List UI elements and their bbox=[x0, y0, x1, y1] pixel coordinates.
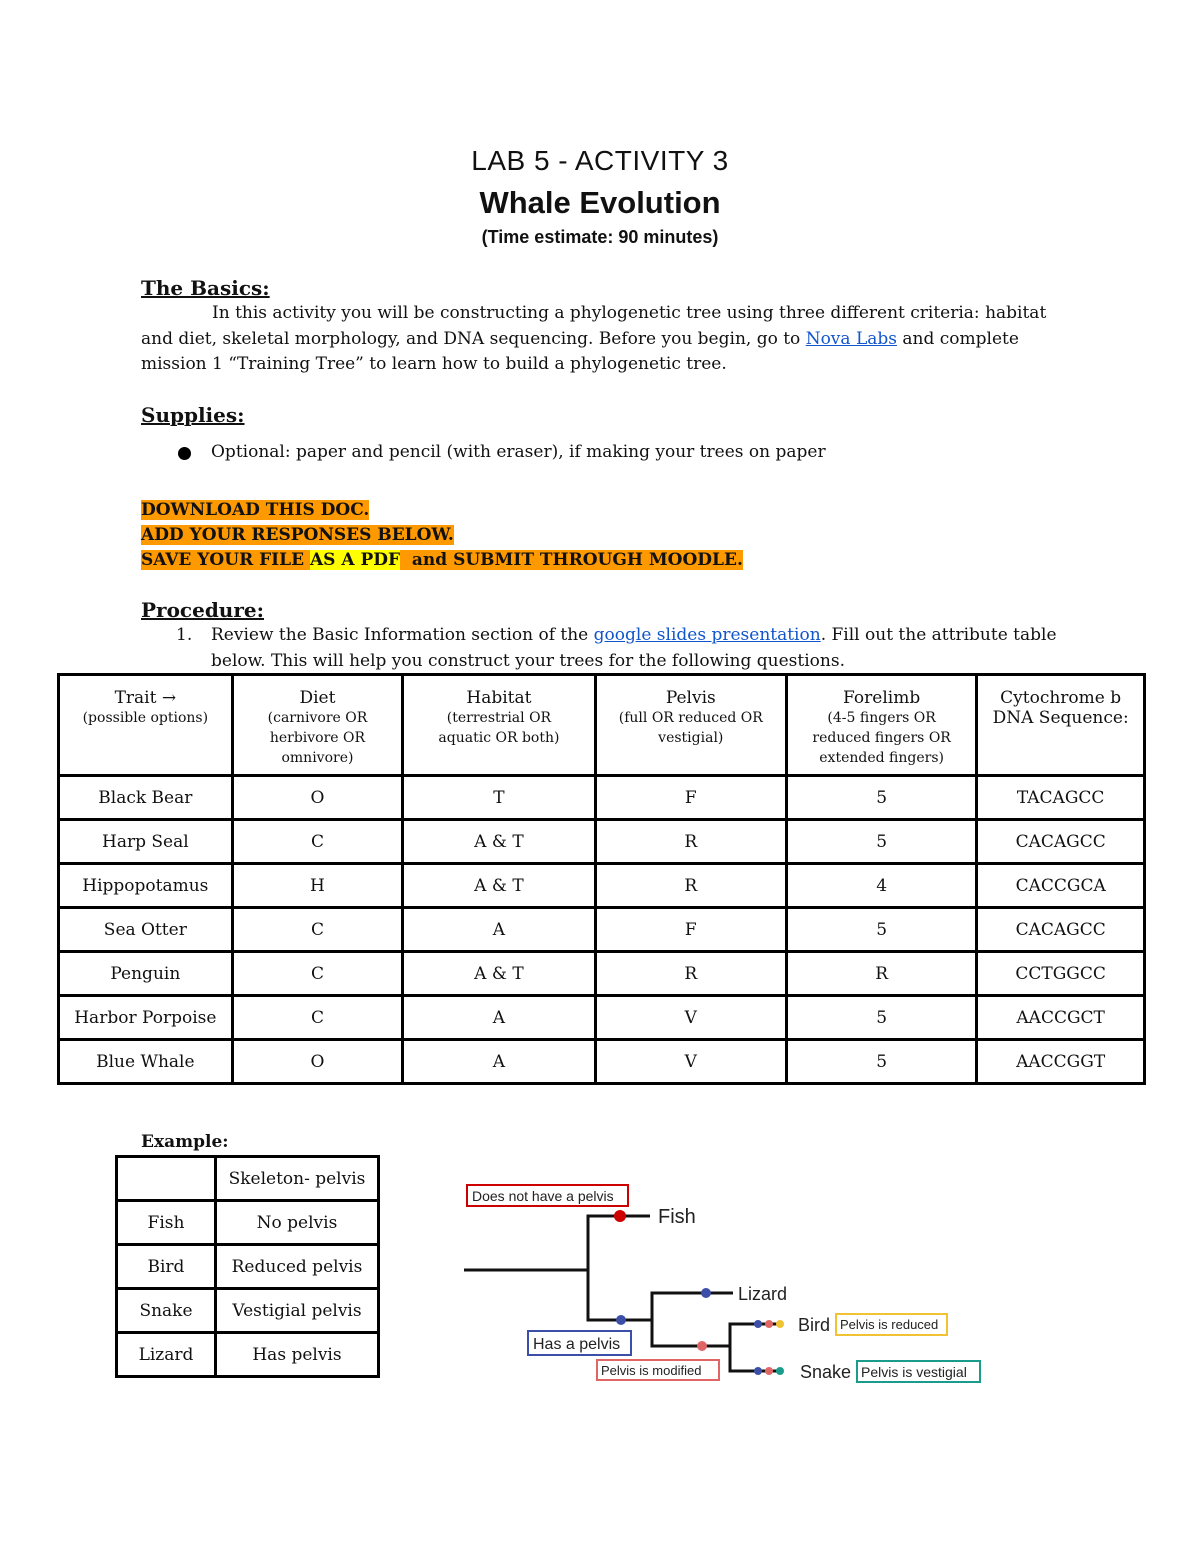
google-slides-link[interactable]: google slides presentation bbox=[593, 625, 821, 645]
trait-cell: 5 bbox=[786, 908, 976, 952]
example-animal-cell: Snake bbox=[117, 1289, 216, 1333]
trait-cell: V bbox=[595, 1040, 786, 1084]
trait-cell: H bbox=[232, 864, 403, 908]
snake-node-teal bbox=[776, 1367, 784, 1375]
trait-cell: CACAGCC bbox=[977, 908, 1145, 952]
instruction-text: DOWNLOAD THIS DOC. bbox=[141, 500, 370, 520]
example-animal-cell: Lizard bbox=[117, 1333, 216, 1377]
supplies-heading: Supplies: bbox=[141, 403, 245, 427]
header-title: Habitat bbox=[466, 688, 532, 708]
snake-node-blue bbox=[754, 1367, 762, 1375]
table-row bbox=[59, 952, 1145, 996]
trait-cell: O bbox=[232, 776, 403, 820]
note-modified: Pelvis is modified bbox=[601, 1363, 702, 1378]
trait-cell: 5 bbox=[786, 1040, 976, 1084]
instructions bbox=[141, 498, 743, 573]
header-sub: (terrestrial OR aquatic OR both) bbox=[438, 710, 560, 746]
procedure-number: 1. bbox=[176, 625, 193, 645]
trait-cell: T bbox=[403, 776, 595, 820]
header-forelimb bbox=[786, 675, 976, 776]
trait-cell: AACCGGT bbox=[977, 1040, 1145, 1084]
example-animal-cell bbox=[117, 1157, 216, 1201]
example-phylogenetic-tree bbox=[440, 1170, 1000, 1400]
lab-number: LAB 5 - ACTIVITY 3 bbox=[471, 145, 729, 176]
has-pelvis-node bbox=[616, 1315, 626, 1325]
taxon-bird: Bird bbox=[798, 1315, 831, 1335]
table-row bbox=[59, 864, 1145, 908]
time-estimate: (Time estimate: 90 minutes) bbox=[481, 227, 719, 247]
note-reduced: Pelvis is reduced bbox=[840, 1317, 939, 1332]
example-pelvis-cell: Has pelvis bbox=[215, 1333, 378, 1377]
trait-cell: R bbox=[595, 820, 786, 864]
table-header-row bbox=[59, 675, 1145, 776]
procedure-line-1 bbox=[211, 623, 1111, 649]
basics-line-1: In this activity you will be constructing a phylogenetic tree using three different criteria: habitat bbox=[212, 303, 1047, 323]
animal-name-cell: Penguin bbox=[59, 952, 233, 996]
bird-node-blue bbox=[754, 1320, 762, 1328]
trait-cell: F bbox=[595, 908, 786, 952]
supplies-item: Optional: paper and pencil (with eraser), if making your trees on paper bbox=[211, 442, 826, 462]
trait-cell: A & T bbox=[403, 820, 595, 864]
table-row bbox=[59, 820, 1145, 864]
example-table bbox=[115, 1155, 380, 1378]
modified-node bbox=[697, 1341, 707, 1351]
table-row bbox=[59, 996, 1145, 1040]
bird-snake-split bbox=[730, 1324, 780, 1371]
trait-cell: V bbox=[595, 996, 786, 1040]
trait-cell: A & T bbox=[403, 864, 595, 908]
fish-split bbox=[588, 1216, 652, 1320]
nova-labs-link[interactable]: Nova Labs bbox=[805, 328, 897, 349]
bullet-icon bbox=[178, 447, 191, 460]
example-pelvis-cell: Skeleton- pelvis bbox=[215, 1157, 378, 1201]
trait-cell: C bbox=[232, 996, 403, 1040]
trait-cell: 4 bbox=[786, 864, 976, 908]
animal-name-cell: Black Bear bbox=[59, 776, 233, 820]
header-trait bbox=[59, 675, 233, 776]
animal-name-cell: Harbor Porpoise bbox=[59, 996, 233, 1040]
header-title: Forelimb bbox=[843, 688, 921, 708]
page-title: Whale Evolution bbox=[479, 185, 721, 220]
note-has-pelvis: Has a pelvis bbox=[533, 1336, 621, 1353]
trait-cell: C bbox=[232, 908, 403, 952]
attribute-table bbox=[57, 673, 1146, 1085]
table-row bbox=[59, 776, 1145, 820]
instruction-text: SAVE YOUR FILE bbox=[141, 550, 310, 570]
header-title: Cytochrome b DNA Sequence: bbox=[992, 688, 1129, 728]
animal-name-cell: Harp Seal bbox=[59, 820, 233, 864]
trait-cell: A bbox=[403, 908, 595, 952]
trait-cell: 5 bbox=[786, 996, 976, 1040]
trait-cell: A & T bbox=[403, 952, 595, 996]
trait-cell: C bbox=[232, 820, 403, 864]
example-pelvis-cell: No pelvis bbox=[215, 1201, 378, 1245]
header-title: Pelvis bbox=[665, 688, 716, 708]
instruction-line-1 bbox=[141, 498, 743, 523]
basics-text: and diet, skeletal morphology, and DNA sequencing. Before you begin, go to bbox=[141, 328, 806, 349]
trait-cell: F bbox=[595, 776, 786, 820]
trait-cell: CCTGGCC bbox=[977, 952, 1145, 996]
note-vestigial: Pelvis is vestigial bbox=[861, 1364, 967, 1380]
instruction-line-3 bbox=[141, 548, 743, 573]
animal-name-cell: Hippopotamus bbox=[59, 864, 233, 908]
header-diet bbox=[232, 675, 403, 776]
trait-cell: A bbox=[403, 996, 595, 1040]
table-row bbox=[59, 1040, 1145, 1084]
basics-paragraph bbox=[141, 301, 1061, 378]
header-sub: (full OR reduced OR vestigial) bbox=[618, 710, 763, 746]
instruction-text: and SUBMIT THROUGH MOODLE. bbox=[400, 550, 743, 570]
header-sub: (carnivore OR herbivore OR omnivore) bbox=[267, 710, 368, 766]
example-animal-cell: Bird bbox=[117, 1245, 216, 1289]
taxon-lizard: Lizard bbox=[738, 1284, 788, 1304]
header-sub: (4-5 fingers OR reduced fingers OR extended fingers) bbox=[812, 710, 951, 766]
taxon-snake: Snake bbox=[800, 1362, 852, 1382]
example-animal-cell: Fish bbox=[117, 1201, 216, 1245]
example-row bbox=[117, 1289, 379, 1333]
basics-line-2 bbox=[141, 327, 1061, 353]
header-sub: (possible options) bbox=[82, 710, 209, 726]
example-heading: Example: bbox=[141, 1132, 229, 1152]
header-pelvis bbox=[595, 675, 786, 776]
trait-cell: A bbox=[403, 1040, 595, 1084]
table-row bbox=[59, 908, 1145, 952]
instruction-text-yellow: AS A PDF bbox=[309, 550, 401, 570]
bird-node-yellow bbox=[776, 1320, 784, 1328]
animal-name-cell: Blue Whale bbox=[59, 1040, 233, 1084]
trait-cell: AACCGCT bbox=[977, 996, 1145, 1040]
example-row bbox=[117, 1157, 379, 1201]
trait-cell: TACAGCC bbox=[977, 776, 1145, 820]
procedure-text bbox=[211, 623, 1111, 674]
bird-node-pink bbox=[765, 1320, 773, 1328]
header-habitat bbox=[403, 675, 595, 776]
instruction-text: ADD YOUR RESPONSES BELOW. bbox=[141, 525, 454, 545]
example-row bbox=[117, 1245, 379, 1289]
procedure-heading: Procedure: bbox=[141, 598, 264, 622]
trait-cell: O bbox=[232, 1040, 403, 1084]
trait-cell: 5 bbox=[786, 820, 976, 864]
lizard-split bbox=[652, 1293, 710, 1346]
trait-cell: CACAGCC bbox=[977, 820, 1145, 864]
trait-cell: R bbox=[595, 952, 786, 996]
basics-heading: The Basics: bbox=[141, 276, 270, 300]
example-pelvis-cell: Reduced pelvis bbox=[215, 1245, 378, 1289]
trait-cell: C bbox=[232, 952, 403, 996]
procedure-span: Review the Basic Information section of the bbox=[211, 625, 594, 645]
taxon-fish: Fish bbox=[658, 1206, 696, 1228]
header-title: Diet bbox=[299, 688, 336, 708]
no-pelvis-node bbox=[614, 1210, 626, 1222]
lizard-node bbox=[701, 1288, 711, 1298]
basics-line-3: mission 1 “Training Tree” to learn how to build a phylogenetic tree. bbox=[141, 354, 727, 374]
note-no-pelvis: Does not have a pelvis bbox=[472, 1188, 614, 1204]
instruction-line-2 bbox=[141, 523, 743, 548]
header-title: Trait → bbox=[114, 688, 177, 708]
basics-text: and complete bbox=[896, 328, 1019, 349]
trait-cell: R bbox=[595, 864, 786, 908]
procedure-line-2: below. This will help you construct your trees for the following questions. bbox=[211, 650, 845, 671]
example-row bbox=[117, 1201, 379, 1245]
example-pelvis-cell: Vestigial pelvis bbox=[215, 1289, 378, 1333]
header-cytochrome bbox=[977, 675, 1145, 776]
animal-name-cell: Sea Otter bbox=[59, 908, 233, 952]
snake-node-pink bbox=[765, 1367, 773, 1375]
trait-cell: CACCGCA bbox=[977, 864, 1145, 908]
procedure-span: . Fill out the attribute table bbox=[820, 625, 1057, 645]
example-row bbox=[117, 1333, 379, 1377]
trait-cell: R bbox=[786, 952, 976, 996]
trait-cell: 5 bbox=[786, 776, 976, 820]
